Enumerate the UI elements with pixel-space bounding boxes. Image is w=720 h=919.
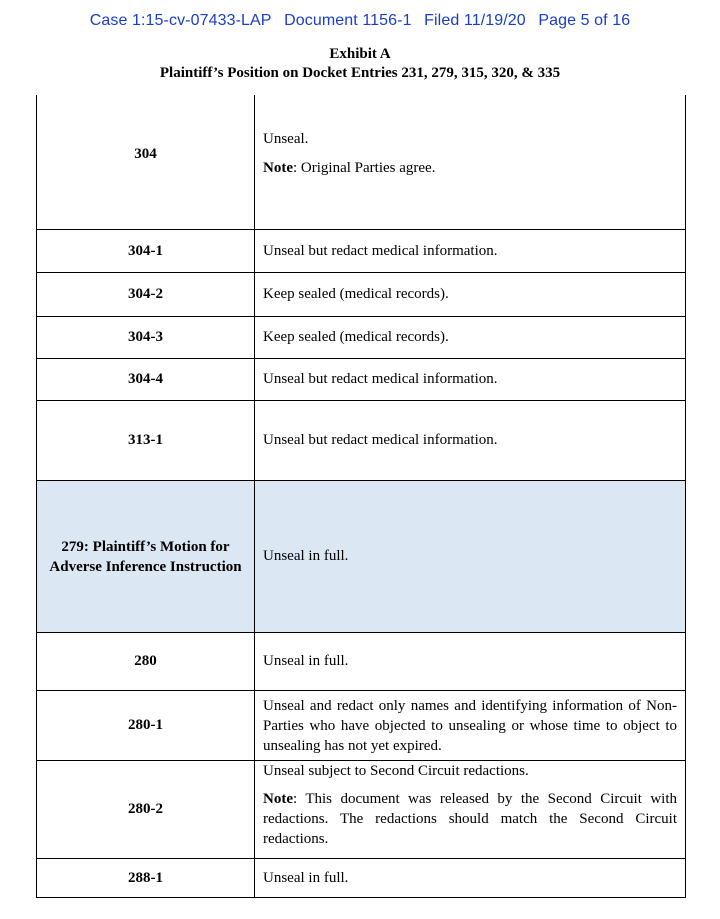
position-text: Unseal and redact only names and identifying information of Non-Parties who have objected to unsealing or whose time to object to unsealing has not yet expired. [263, 697, 677, 754]
position-cell [255, 95, 685, 229]
docket-entry: 304 [37, 95, 255, 229]
docket-entry-motion: 279: Plaintiff’s Motion for Adverse Inference Instruction [37, 481, 255, 632]
docket-entry: 288-1 [37, 859, 255, 897]
position-cell [255, 633, 685, 690]
position-cell [255, 230, 685, 272]
note-text: : Original Parties agree. [293, 160, 436, 176]
docket-entry: 304-2 [37, 273, 255, 316]
table-row [37, 691, 685, 761]
exhibit-subtitle: Plaintiff’s Position on Docket Entries 231, 279, 315, 320, & 335 [159, 65, 561, 81]
docket-entry: 280 [37, 633, 255, 690]
position-cell [255, 401, 685, 480]
docket-entry: 304-4 [37, 359, 255, 400]
position-text: Unseal in full. [263, 548, 349, 564]
docket-entry: 280-2 [37, 761, 255, 858]
table-row [37, 761, 685, 859]
page-number: Page 5 of 16 [538, 12, 631, 29]
position-text: Keep sealed (medical records). [263, 329, 449, 345]
table-row [37, 95, 685, 230]
position-cell [255, 761, 685, 858]
case-number: Case 1:15-cv-07433-LAP [89, 12, 272, 29]
position-text: Unseal in full. [263, 653, 349, 669]
docket-entry: 304-1 [37, 230, 255, 272]
docket-table [36, 95, 686, 898]
position-text: Unseal. [263, 131, 309, 147]
note [263, 789, 677, 849]
note-text: : This document was released by the Second Circuit with redactions. The redactions should match the Second Circuit redactions. [263, 791, 677, 847]
docket-entry: 313-1 [37, 401, 255, 480]
position-cell [255, 359, 685, 400]
position-text: Keep sealed (medical records). [263, 286, 449, 302]
position-cell [255, 273, 685, 316]
position-text: Unseal but redact medical information. [263, 242, 498, 259]
position-text: Unseal but redact medical information. [263, 432, 498, 448]
document-number: Document 1156-1 [284, 12, 412, 29]
table-row [37, 401, 685, 481]
docket-entry: 304-3 [37, 317, 255, 358]
position-text: Unseal in full. [263, 869, 349, 886]
table-row-section-header [37, 481, 685, 633]
table-row [37, 273, 685, 317]
table-row [37, 633, 685, 691]
position-text: Unseal but redact medical information. [263, 371, 498, 387]
docket-entry: 280-1 [37, 691, 255, 760]
position-cell [255, 481, 685, 632]
table-row [37, 859, 685, 898]
position-text: Unseal subject to Second Circuit redactions. [263, 763, 529, 779]
case-header [0, 12, 720, 30]
filed-date: Filed 11/19/20 [424, 12, 526, 29]
table-row [37, 230, 685, 273]
note-label: Note [263, 791, 293, 807]
position-cell [255, 859, 685, 897]
table-row [37, 359, 685, 401]
note [263, 160, 677, 177]
position-cell [255, 317, 685, 358]
table-row [37, 317, 685, 359]
position-cell [255, 691, 685, 760]
note-label: Note [263, 160, 293, 176]
exhibit-title: Exhibit A [329, 46, 391, 62]
